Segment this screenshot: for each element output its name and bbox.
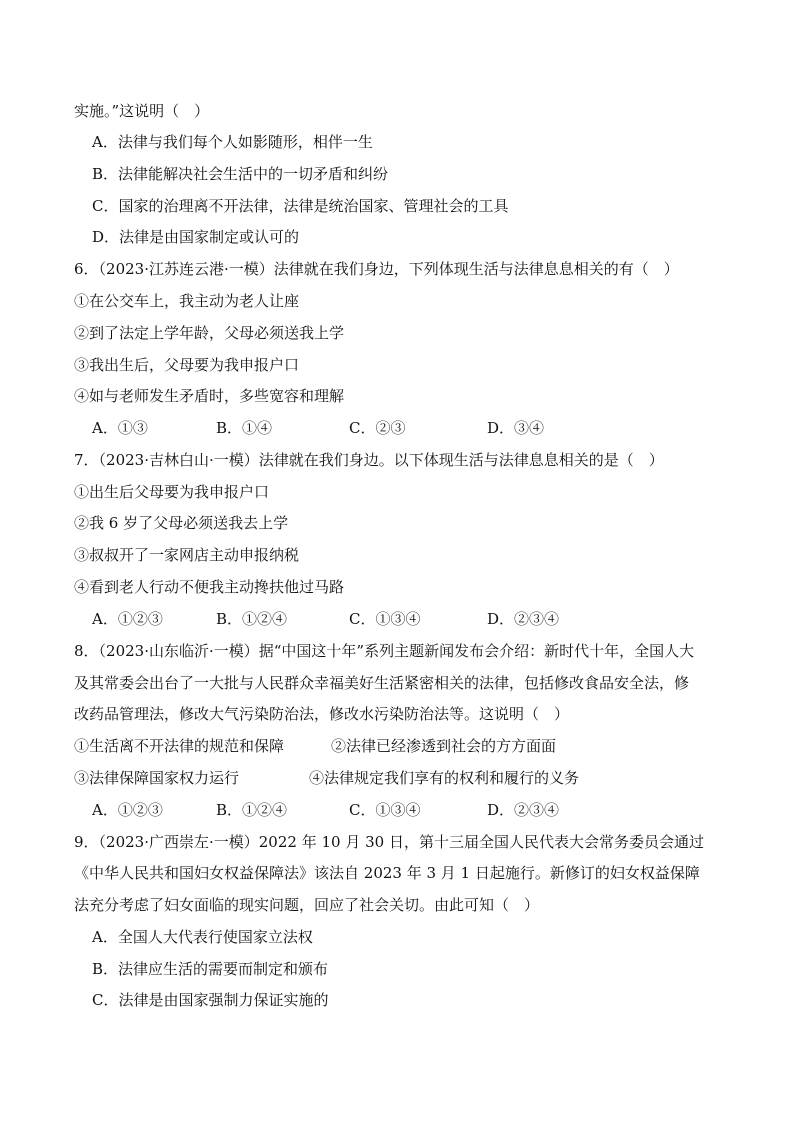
q9-option-c: C．法律是由国家强制力保证实施的: [92, 991, 329, 1009]
q8-item-4: ④法律规定我们享有的权利和履行的义务: [309, 769, 580, 787]
q9-stem-line-3: 法充分考虑了妇女面临的现实问题，回应了社会关切。由此可知（ ）: [74, 896, 540, 914]
q5-option-b: B．法律能解决社会生活中的一切矛盾和纠纷: [92, 165, 389, 183]
q7-choice-a: A．①②③: [92, 610, 163, 628]
q7-item-3: ③叔叔开了一家网店主动申报纳税: [74, 546, 300, 564]
q6-choice-d: D．③④: [487, 419, 545, 437]
q6-item-1: ①在公交车上，我主动为老人让座: [74, 292, 300, 310]
q7-choice-c: C．①③④: [349, 610, 421, 628]
q6-item-4: ④如与老师发生矛盾时，多些宽容和理解: [74, 387, 345, 405]
q8-stem-line-3: 改药品管理法，修改大气污染防治法，修改水污染防治法等。这说明（ ）: [74, 705, 570, 723]
q7-item-2: ②我 6 岁了父母必须送我去上学: [74, 514, 289, 532]
q8-stem-line-1: 8．（2023·山东临沂·一模）据“中国这十年”系列主题新闻发布会介绍：新时代十年，全国人大: [74, 642, 695, 660]
q8-item-1: ①生活离不开法律的规范和保障: [74, 737, 285, 755]
q6-stem: 6．（2023·江苏连云港·一模）法律就在我们身边，下列体现生活与法律息息相关的有（ ）: [74, 260, 679, 278]
q8-choice-b: B．①②④: [216, 801, 288, 819]
q5-stem-tail: 实施。”这说明（ ）: [74, 102, 210, 120]
q6-choice-b: B．①④: [216, 419, 273, 437]
q8-stem-line-2: 及其常委会出台了一大批与人民群众幸福美好生活紧密相关的法律，包括修改食品安全法，修: [74, 674, 690, 692]
q5-option-c: C．国家的治理离不开法律，法律是统治国家、管理社会的工具: [92, 197, 509, 215]
q6-item-2: ②到了法定上学年龄，父母必须送我上学: [74, 324, 345, 342]
q5-option-d: D．法律是由国家制定或认可的: [92, 228, 300, 246]
q8-choice-c: C．①③④: [349, 801, 421, 819]
q8-item-3: ③法律保障国家权力运行: [74, 769, 240, 787]
q8-choice-a: A．①②③: [92, 801, 163, 819]
q8-choice-d: D．②③④: [487, 801, 560, 819]
q6-choice-c: C．②③: [349, 419, 406, 437]
q7-item-1: ①出生后父母要为我申报户口: [74, 483, 270, 501]
q9-option-b: B．法律应生活的需要而制定和颁布: [92, 960, 329, 978]
q5-option-a: A．法律与我们每个人如影随形，相伴一生: [92, 133, 373, 151]
q7-item-4: ④看到老人行动不便我主动搀扶他过马路: [74, 578, 345, 596]
q7-choice-b: B．①②④: [216, 610, 288, 628]
q8-item-2: ②法律已经渗透到社会的方方面面: [331, 737, 557, 755]
q7-stem: 7．（2023·吉林白山·一模）法律就在我们身边。以下体现生活与法律息息相关的是（ ）: [74, 451, 664, 469]
q6-choice-a: A．①③: [92, 419, 148, 437]
q9-option-a: A．全国人大代表行使国家立法权: [92, 928, 313, 946]
q6-item-3: ③我出生后，父母要为我申报户口: [74, 356, 300, 374]
q9-stem-line-2: 《中华人民共和国妇女权益保障法》该法自 2023 年 3 月 1 日起施行。新修订的妇女权益保障: [74, 864, 700, 882]
q7-choice-d: D．②③④: [487, 610, 560, 628]
q9-stem-line-1: 9．（2023·广西崇左·一模）2022 年 10 月 30 日，第十三届全国人民代表大会常务委员会通过: [74, 833, 704, 851]
